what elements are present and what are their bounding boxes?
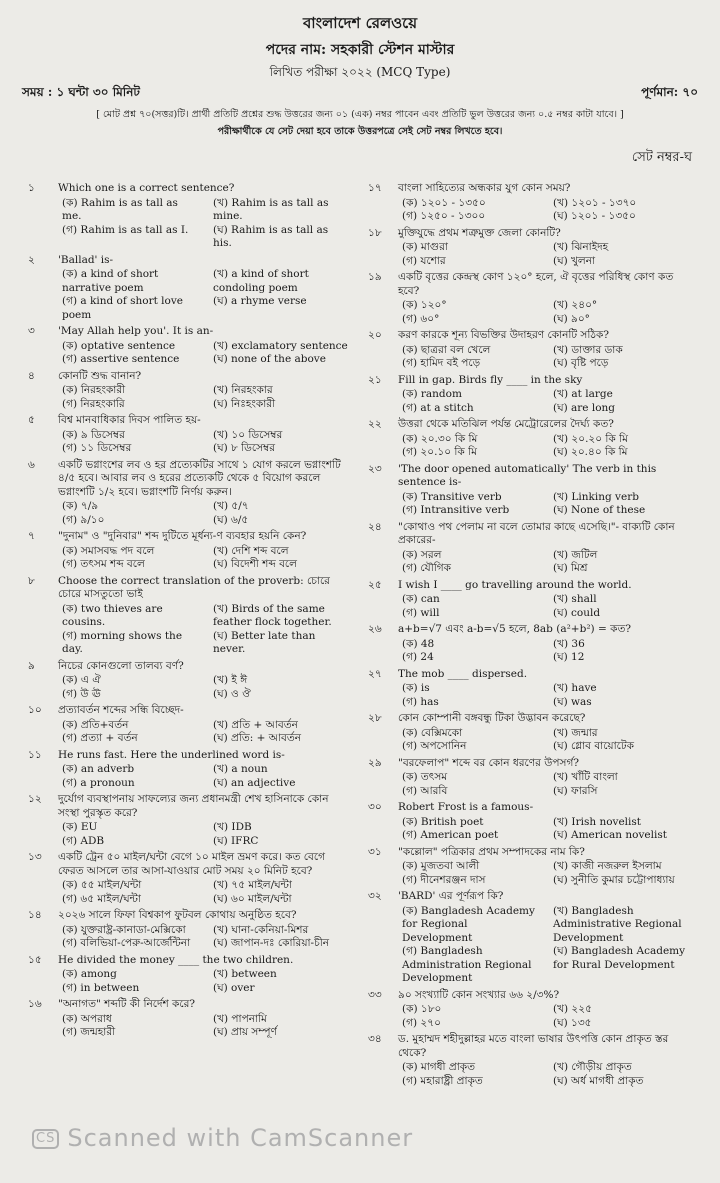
- answer-option: (খ) a noun: [213, 763, 268, 775]
- question-number: ২৬: [368, 623, 382, 635]
- option-grid: [58, 674, 350, 701]
- question-stem: He runs fast. Here the underlined word is-: [58, 748, 285, 761]
- question-item: [368, 712, 690, 754]
- question-stem: "অনাগত" শব্দটি কী নির্দেশ করে?: [58, 998, 196, 1010]
- question-stem: a+b=√7 এবং a-b=√5 হলে, 8ab (a²+b²) = কত?: [398, 623, 631, 635]
- question-number: ১০: [28, 704, 42, 716]
- answer-option: (ক) among: [62, 968, 117, 980]
- option-grid: [398, 727, 690, 754]
- answer-option: (খ) ১২০১ - ১৩৭০: [553, 196, 637, 209]
- option-grid: [58, 603, 350, 657]
- question-stem: ২০২৬ সালে ফিফা বিশ্বকাপ ফুটবল কোথায় অনুষ্ঠিত হবে?: [58, 909, 297, 921]
- post-title: পদের নাম: সহকারী স্টেশন মাস্টার: [265, 42, 455, 58]
- question-item: [368, 623, 690, 665]
- question-item: [28, 254, 350, 323]
- answer-option: (গ) at a stitch: [402, 401, 474, 414]
- answer-option: (ক) অপরাধ: [62, 1012, 112, 1025]
- question-stem: বিশ্ব মানবাধিকার দিবস পালিত হয়-: [58, 414, 201, 426]
- answer-option: (ঘ) জাপান-দঃ কোরিয়া-চীন: [213, 937, 330, 949]
- answer-option: (খ) IDB: [213, 821, 252, 833]
- question-number: ৩১: [368, 845, 382, 858]
- camscanner-watermark: [32, 1124, 413, 1152]
- question-stem: Choose the correct translation of the proverb: চোরে চোরে মাসতুতো ভাই: [58, 574, 330, 600]
- answer-option: (ক) নিরহংকারী: [62, 384, 126, 396]
- answer-option: (খ) ২০.২০ কি মি: [553, 432, 628, 445]
- question-stem: ড. মুহাম্মদ শহীদুল্লাহর মতে বাংলা ভাষার উৎপত্তি কোন প্রাকৃত স্তর থেকে?: [398, 1033, 669, 1059]
- option-grid: [58, 879, 350, 906]
- answer-option: (ঘ) a rhyme verse: [213, 295, 307, 307]
- question-item: [28, 530, 350, 572]
- question-item: [28, 459, 350, 528]
- question-number: ২৪: [368, 520, 382, 533]
- option-grid: [398, 1003, 690, 1030]
- answer-option: (ঘ) ১৩৫: [553, 1016, 592, 1029]
- answer-option: (ঘ) ৮ ডিসেম্বর: [213, 442, 276, 454]
- option-grid: [58, 500, 350, 527]
- question-number: ১১: [28, 748, 42, 761]
- answer-option: (গ) উ ঊ: [62, 687, 101, 700]
- option-grid: [398, 593, 690, 620]
- answer-option: (ক) প্রতি+বর্তন: [62, 718, 129, 731]
- answer-option: (ঘ) was: [553, 695, 592, 708]
- question-item: [368, 846, 690, 888]
- answer-option: (ক) মাগুরা: [402, 241, 448, 253]
- question-item: [28, 704, 350, 746]
- answer-option: (গ) বলিভিয়া-পেরু-আর্জেন্টিনা: [62, 937, 191, 949]
- answer-option: (ক) random: [402, 388, 462, 400]
- question-number: ২৭: [368, 667, 382, 680]
- answer-option: (খ) a kind of short condoling poem: [213, 268, 309, 294]
- question-stem: The mob ____ dispersed.: [398, 667, 528, 680]
- answer-option: (ঘ) গ্লোব বায়োটেক: [553, 740, 634, 752]
- question-item: [368, 801, 690, 843]
- answer-option: (ক) Transitive verb: [402, 490, 502, 503]
- question-stem: "দুনাম" ও "দুনিবার" শব্দ দুটিতে মূর্ধন্য-ণ ব্যবহার হয়নি কেন?: [58, 530, 307, 542]
- answer-option: (ঘ) Rahim is as tall as his.: [213, 223, 329, 249]
- answer-option: (গ) আরবি: [402, 784, 448, 797]
- question-number: ৫: [28, 414, 35, 426]
- answer-option: (ক) Bangladesh Academy for Regional Development: [402, 904, 535, 944]
- option-grid: [58, 763, 350, 790]
- question-number: ৭: [28, 530, 35, 542]
- question-number: ২৩: [368, 462, 382, 475]
- answer-option: (গ) ১১ ডিসেম্বর: [62, 442, 132, 454]
- question-item: [28, 998, 350, 1040]
- answer-option: (ক) ২০.৩০ কি মি: [402, 432, 478, 445]
- questions-right-column: [368, 182, 690, 1091]
- option-grid: [398, 491, 690, 518]
- question-stem: কোন কোম্পানী বঙ্গবন্ধু টিকা উদ্ভাবন করেছে?: [398, 712, 586, 724]
- question-stem: Fill in gap. Birds fly ____ in the sky: [398, 373, 583, 386]
- answer-option: (গ) assertive sentence: [62, 353, 180, 365]
- answer-option: (ঘ) বিদেশী শব্দ বলে: [213, 558, 297, 570]
- answer-option: (ঘ) মিশ্র: [553, 562, 588, 574]
- question-item: [368, 668, 690, 710]
- option-grid: [58, 429, 350, 456]
- question-number: ২১: [368, 373, 382, 386]
- answer-option: (খ) have: [553, 682, 597, 694]
- question-stem: করণ কারকে শূন্য বিভক্তির উদাহরণ কোনটি সঠিক?: [398, 329, 609, 341]
- option-grid: [58, 719, 350, 746]
- question-item: [368, 521, 690, 576]
- option-grid: [398, 682, 690, 709]
- answer-option: (গ) ২৭০: [402, 1016, 441, 1029]
- option-grid: [398, 344, 690, 371]
- option-grid: [58, 924, 350, 951]
- answer-option: (ক) can: [402, 593, 440, 605]
- question-item: [28, 182, 350, 251]
- question-stem: একটি বৃত্তের কেন্দ্রস্থ কোণ ১২০° হলে, ঐ বৃত্তের পরিধিস্থ কোণ কত হবে?: [398, 271, 674, 297]
- question-item: [28, 325, 350, 367]
- answer-option: (ঘ) নিঃহংকারী: [213, 397, 276, 410]
- question-number: ১২: [28, 793, 42, 805]
- option-grid: [398, 549, 690, 576]
- answer-option: (গ) মহারাষ্ট্রী প্রাকৃত: [402, 1074, 483, 1087]
- answer-option: (গ) Bangladesh Administration Regional Development: [402, 945, 532, 984]
- answer-option: (গ) Rahim is as tall as I.: [62, 223, 189, 236]
- answer-option: (ক) an adverb: [62, 763, 135, 775]
- question-number: ১৪: [28, 909, 42, 921]
- answer-option: (খ) ঝিনাইদহ: [553, 241, 609, 253]
- answer-option: (গ) ৬৫ মাইল/ঘন্টা: [62, 892, 141, 905]
- question-number: ২০: [368, 329, 382, 341]
- question-stem: উত্তরা থেকে মতিঝিল পর্যন্ত মেট্রোরেলের দৈর্ঘ্য কত?: [398, 418, 614, 430]
- option-grid: [398, 433, 690, 460]
- answer-option: (খ) Linking verb: [553, 490, 639, 503]
- answer-option: (ঘ) অর্ধ মাগধী প্রাকৃত: [553, 1074, 644, 1087]
- question-number: ২৫: [368, 578, 382, 591]
- option-grid: [58, 197, 350, 251]
- option-grid: [58, 545, 350, 572]
- option-grid: [398, 299, 690, 326]
- question-number: ২২: [368, 418, 382, 430]
- question-number: ১৬: [28, 998, 42, 1010]
- answer-option: (খ) জন্মার: [553, 726, 598, 739]
- question-number: ৯: [28, 659, 35, 672]
- option-grid: [398, 905, 690, 986]
- answer-option: (গ) 24: [402, 651, 434, 663]
- answer-option: (ঘ) over: [213, 981, 255, 994]
- answer-option: (ঘ) ফারসি: [553, 784, 598, 797]
- question-item: [368, 227, 690, 269]
- question-number: ২৮: [368, 712, 382, 724]
- question-item: [368, 418, 690, 460]
- question-item: [28, 851, 350, 906]
- answer-option: (গ) American poet: [402, 829, 499, 841]
- question-stem: Robert Frost is a famous-: [398, 801, 534, 813]
- answer-option: (গ) হামিদ বই পড়ে: [402, 357, 481, 369]
- answer-option: (খ) গৌড়ীয় প্রাকৃত: [553, 1061, 632, 1073]
- question-item: [28, 793, 350, 848]
- option-grid: [398, 860, 690, 887]
- option-grid: [398, 771, 690, 798]
- answer-option: (ক) is: [402, 682, 430, 694]
- answer-option: (গ) ৯/১০: [62, 513, 105, 526]
- answer-option: (খ) at large: [553, 388, 613, 400]
- answer-option: (ঘ) Better late than never.: [213, 629, 316, 655]
- answer-option: (ক) ১২০১ - ১৩৫০: [402, 196, 486, 209]
- instruction-line-1: [ মোট প্রশ্ন ৭০(সত্তর)টি। প্রার্থী প্রতিটি প্রশ্নের শুদ্ধ উত্তরের জন্য ০১ (এক) নম্বর পাবেন এবং প্রতিটি ভুল উত্তরের জন্য ০.৫ নম্বর কাটা যাবে। ]: [96, 109, 624, 120]
- option-grid: [398, 241, 690, 268]
- answer-option: (গ) প্রত্যা + বর্তন: [62, 732, 138, 744]
- question-item: [368, 579, 690, 621]
- answer-option: (খ) exclamatory sentence: [213, 339, 348, 352]
- answer-option: (ক) সরল: [402, 548, 442, 561]
- answer-option: (ক) এ ঐ: [62, 674, 101, 686]
- answer-option: (ক) মাগধী প্রাকৃত: [402, 1061, 475, 1073]
- option-grid: [398, 388, 690, 415]
- answer-option: (ঘ) বৃষ্টি পড়ে: [553, 357, 609, 369]
- organization-title: বাংলাদেশ রেলওয়ে: [302, 14, 418, 32]
- answer-option: (ক) two thieves are cousins.: [62, 602, 163, 628]
- answer-option: (খ) Bangladesh Administrative Regional Development: [553, 904, 682, 944]
- answer-option: (গ) a kind of short love poem: [62, 295, 183, 321]
- question-stem: 'The door opened automatically' The verb in this sentence is-: [398, 462, 657, 488]
- question-item: [368, 757, 690, 799]
- answer-option: (গ) তৎসম শব্দ বলে: [62, 558, 145, 570]
- answer-option: (ক) ৫৫ মাইল/ঘন্টা: [62, 879, 142, 891]
- answer-option: (খ) ২৪০°: [553, 299, 598, 311]
- question-stem: মুক্তিযুদ্ধে প্রথম শত্রুমুক্ত জেলা কোনটি?: [398, 226, 561, 239]
- answer-option: (খ) কাজী নজরুল ইসলাম: [553, 860, 662, 872]
- exam-title: লিখিত পরীক্ষা ২০২২ (MCQ Type): [269, 65, 451, 79]
- question-stem: কোনটি শুদ্ধ বানান?: [58, 369, 142, 382]
- answer-option: (গ) জন্মহারী: [62, 1026, 116, 1038]
- answer-option: (খ) ই ঈ: [213, 674, 248, 686]
- question-stem: একটি ভগ্নাংশের লব ও হর প্রত্যেকটির সাথে ১ যোগ করলে ভগ্নাংশটি ৪/৫ হবে। আবার লব ও হরের প্রত্যেকটি থেকে ৫ বিয়োগ করলে ভগ্নাংশটি ১/২ হবে। ভগ্নাংশটি নির্ণয় করুন।: [58, 458, 341, 498]
- question-number: ১৮: [368, 226, 382, 239]
- option-grid: [58, 268, 350, 322]
- question-stem: Which one is a correct sentence?: [58, 182, 235, 194]
- instruction-line-2: পরীক্ষার্থীকে যে সেট দেয়া হবে তাকে উত্তরপত্রে সেই সেট নম্বর লিখতে হবে।: [217, 126, 503, 137]
- answer-option: (ঘ) ও ঔ: [213, 687, 251, 700]
- question-item: [28, 660, 350, 702]
- question-number: ১৯: [368, 271, 382, 283]
- answer-option: (গ) অপসোনিন: [402, 740, 467, 752]
- answer-option: (খ) খাঁটি বাংলা: [553, 771, 618, 783]
- answer-option: (ক) optative sentence: [62, 339, 176, 352]
- answer-option: (খ) ঘানা-কেনিয়া-মিশর: [213, 923, 309, 936]
- question-item: [368, 989, 690, 1031]
- answer-option: (গ) ২০.১০ কি মি: [402, 446, 477, 458]
- option-grid: [58, 968, 350, 995]
- answer-option: (গ) morning shows the day.: [62, 629, 183, 655]
- answer-option: (খ) ৭৫ মাইল/ঘন্টা: [213, 879, 292, 891]
- question-stem: প্রত্যাবর্তন শব্দের সন্ধি বিচ্ছেদ-: [58, 704, 184, 716]
- answer-option: (ঘ) Bangladesh Academy for Rural Development: [553, 945, 686, 971]
- question-number: ৩০: [368, 801, 382, 813]
- question-number: ১৩: [28, 851, 42, 863]
- answer-option: (গ) যৌগিক: [402, 562, 451, 574]
- answer-option: (খ) প্রতি + আবর্তন: [213, 718, 298, 731]
- answer-option: (ঘ) ৬/৫: [213, 513, 249, 526]
- question-item: [28, 370, 350, 412]
- question-stem: "বরফেলাপ" শব্দে বর কোন ধরণের উপসর্গ?: [398, 756, 579, 769]
- answer-option: (ঘ) an adjective: [213, 776, 296, 789]
- question-stem: I wish I ____ go travelling around the world.: [398, 578, 632, 591]
- answer-option: (ঘ) ১২০১ - ১৩৫০: [553, 210, 636, 222]
- answer-option: (গ) in between: [62, 981, 140, 994]
- question-number: ৮: [28, 574, 35, 587]
- question-number: ৩: [28, 325, 35, 337]
- answer-option: (খ) ১০ ডিসেম্বর: [213, 428, 283, 441]
- question-item: [28, 909, 350, 951]
- questions-left-column: [28, 182, 350, 1043]
- instructions: [40, 106, 680, 140]
- answer-option: (খ) 36: [553, 637, 585, 650]
- exam-time: সময় : ১ ঘন্টা ৩০ মিনিট: [22, 85, 140, 99]
- question-number: ৬: [28, 458, 35, 471]
- answer-option: (খ) নিরহংকার: [213, 384, 273, 396]
- answer-option: (খ) Rahim is as tall as mine.: [213, 196, 329, 222]
- question-stem: "কল্লোল" পত্রিকার প্রথম সম্পাদকের নাম কি?: [398, 845, 585, 858]
- answer-option: (গ) will: [402, 606, 440, 619]
- question-stem: বাংলা সাহিত্যের অন্ধকার যুগ কোন সময়?: [398, 182, 571, 194]
- answer-option: (ঘ) none of the above: [213, 353, 326, 365]
- question-item: [28, 749, 350, 791]
- answer-option: (ক) যুক্তরাষ্ট্র-কানাডা-মেক্সিকো: [62, 923, 186, 936]
- answer-option: (খ) দেশি শব্দ বলে: [213, 544, 289, 557]
- answer-option: (খ) ডাক্তার ডাক: [553, 343, 623, 356]
- answer-option: (ক) তৎসম: [402, 771, 448, 783]
- camscanner-logo-icon: CS: [32, 1129, 59, 1149]
- option-grid: [58, 340, 350, 367]
- answer-option: (গ) has: [402, 695, 439, 708]
- answer-option: (ঘ) ৯০°: [553, 312, 590, 325]
- answer-option: (ঘ) are long: [553, 401, 616, 414]
- option-grid: [398, 816, 690, 843]
- answer-option: (ক) ছাত্ররা বল খেলে: [402, 343, 491, 356]
- answer-option: (গ) ১২৫০ - ১৩০০: [402, 210, 486, 222]
- question-item: [368, 374, 690, 416]
- question-number: ১: [28, 182, 35, 194]
- question-item: [28, 414, 350, 456]
- question-number: ২৯: [368, 756, 382, 769]
- question-number: ২: [28, 253, 35, 266]
- option-grid: [398, 1061, 690, 1088]
- answer-option: (ক) British poet: [402, 815, 484, 828]
- question-stem: একটি ট্রেন ৫০ মাইল/ঘন্টা বেগে ১০ মাইল ভ্রমণ করে। কত বেগে ফেরত আসলে তার আসা-যাওয়ার মোট সময় ২০ মিনিট হবে?: [58, 851, 325, 877]
- question-number: ৩৪: [368, 1033, 382, 1045]
- question-item: [368, 329, 690, 371]
- question-stem: 'BARD' এর পূর্ণরূপ কি?: [398, 890, 504, 902]
- question-stem: দুর্যোগ ব্যবস্থাপনায় সাফল্যের জন্য প্রধানমন্ত্রী শেখ হাসিনাকে কোন সংস্থা পুরস্কৃত করে?: [58, 793, 329, 819]
- option-grid: [398, 197, 690, 224]
- answer-option: (ঘ) সুনীতি কুমার চট্টোপাধ্যায়: [553, 873, 675, 886]
- answer-option: (ক) ১২০°: [402, 299, 447, 311]
- question-stem: 'May Allah help you'. It is an-: [58, 325, 214, 337]
- answer-option: (গ) Intransitive verb: [402, 504, 510, 516]
- answer-option: (ঘ) None of these: [553, 504, 646, 516]
- question-stem: "কোথাও পথ পেলাম না বলে তোমার কাছে এসেছি।"- বাক্যটি কোন প্রকারের-: [398, 520, 675, 546]
- full-marks: পূর্ণমান: ৭০: [641, 85, 698, 99]
- option-grid: [398, 638, 690, 665]
- camscanner-text: Scanned with CamScanner: [67, 1124, 414, 1152]
- question-item: [28, 954, 350, 996]
- option-grid: [58, 384, 350, 411]
- answer-option: (গ) যশোর: [402, 254, 446, 267]
- answer-option: (ক) ৭/৯: [62, 500, 99, 512]
- answer-option: (ঘ) ৬০ মাইল/ঘন্টা: [213, 892, 292, 905]
- question-item: [368, 890, 690, 986]
- answer-option: (খ) Irish novelist: [553, 815, 641, 828]
- answer-option: (ঘ) প্রায় সম্পূর্ণ: [213, 1026, 277, 1038]
- question-item: [28, 575, 350, 657]
- answer-option: (ঘ) খুলনা: [553, 254, 596, 267]
- answer-option: (গ) নিরহংকারি: [62, 397, 125, 410]
- answer-option: (ঘ) IFRC: [213, 834, 259, 847]
- question-stem: ৯০ সংখ্যাটি কোন সংখ্যার ৬৬ ২/৩%?: [398, 988, 560, 1001]
- answer-option: (ক) মুজতবা আলী: [402, 860, 480, 872]
- answer-option: (খ) ৫/৭: [213, 500, 249, 512]
- question-number: ৩২: [368, 890, 382, 902]
- question-stem: 'Ballad' is-: [58, 253, 114, 266]
- question-number: ৪: [28, 369, 35, 382]
- answer-option: (ক) Rahim is as tall as me.: [62, 196, 178, 222]
- answer-option: (ঘ) প্রতি: + আবর্তন: [213, 732, 301, 744]
- answer-option: (ঘ) could: [553, 606, 601, 619]
- question-item: [368, 271, 690, 326]
- answer-option: (গ) ADB: [62, 834, 105, 847]
- answer-option: (খ) জটিল: [553, 548, 598, 561]
- answer-option: (গ) a pronoun: [62, 776, 135, 789]
- answer-option: (ক) a kind of short narrative poem: [62, 268, 159, 294]
- answer-option: (খ) between: [213, 968, 277, 980]
- answer-option: (খ) পাপনামি: [213, 1012, 267, 1025]
- answer-option: (গ) দীনেশরঞ্জন দাস: [402, 873, 486, 886]
- answer-option: (ক) সমাসবদ্ধ পদ বলে: [62, 544, 155, 557]
- answer-option: (ঘ) American novelist: [553, 829, 667, 841]
- question-item: [368, 182, 690, 224]
- option-grid: [58, 821, 350, 848]
- question-number: ৩৩: [368, 988, 382, 1001]
- answer-option: (ক) EU: [62, 821, 98, 833]
- answer-option: (খ) Birds of the same feather flock together.: [213, 602, 332, 628]
- answer-option: (খ) shall: [553, 593, 597, 605]
- answer-option: (গ) ৬০°: [402, 312, 440, 325]
- question-number: ১৫: [28, 953, 42, 966]
- question-stem: He divided the money ____ the two children.: [58, 953, 294, 966]
- option-grid: [58, 1013, 350, 1040]
- question-item: [368, 463, 690, 518]
- answer-option: (ক) 48: [402, 637, 435, 650]
- answer-option: (ঘ) 12: [553, 651, 585, 663]
- answer-option: (ক) ৯ ডিসেম্বর: [62, 428, 125, 441]
- answer-option: (ক) ১৮০: [402, 1003, 442, 1015]
- answer-option: (ঘ) ২০.৪০ কি মি: [553, 446, 628, 458]
- answer-option: (খ) ২২৫: [553, 1003, 592, 1015]
- set-number: সেট নম্বর-ঘ: [631, 150, 692, 165]
- question-stem: নিচের কোনগুলো তালব্য বর্ণ?: [58, 659, 184, 672]
- question-item: [368, 1033, 690, 1088]
- question-number: ১৭: [368, 182, 382, 194]
- answer-option: (ক) বেক্সিমকো: [402, 726, 463, 739]
